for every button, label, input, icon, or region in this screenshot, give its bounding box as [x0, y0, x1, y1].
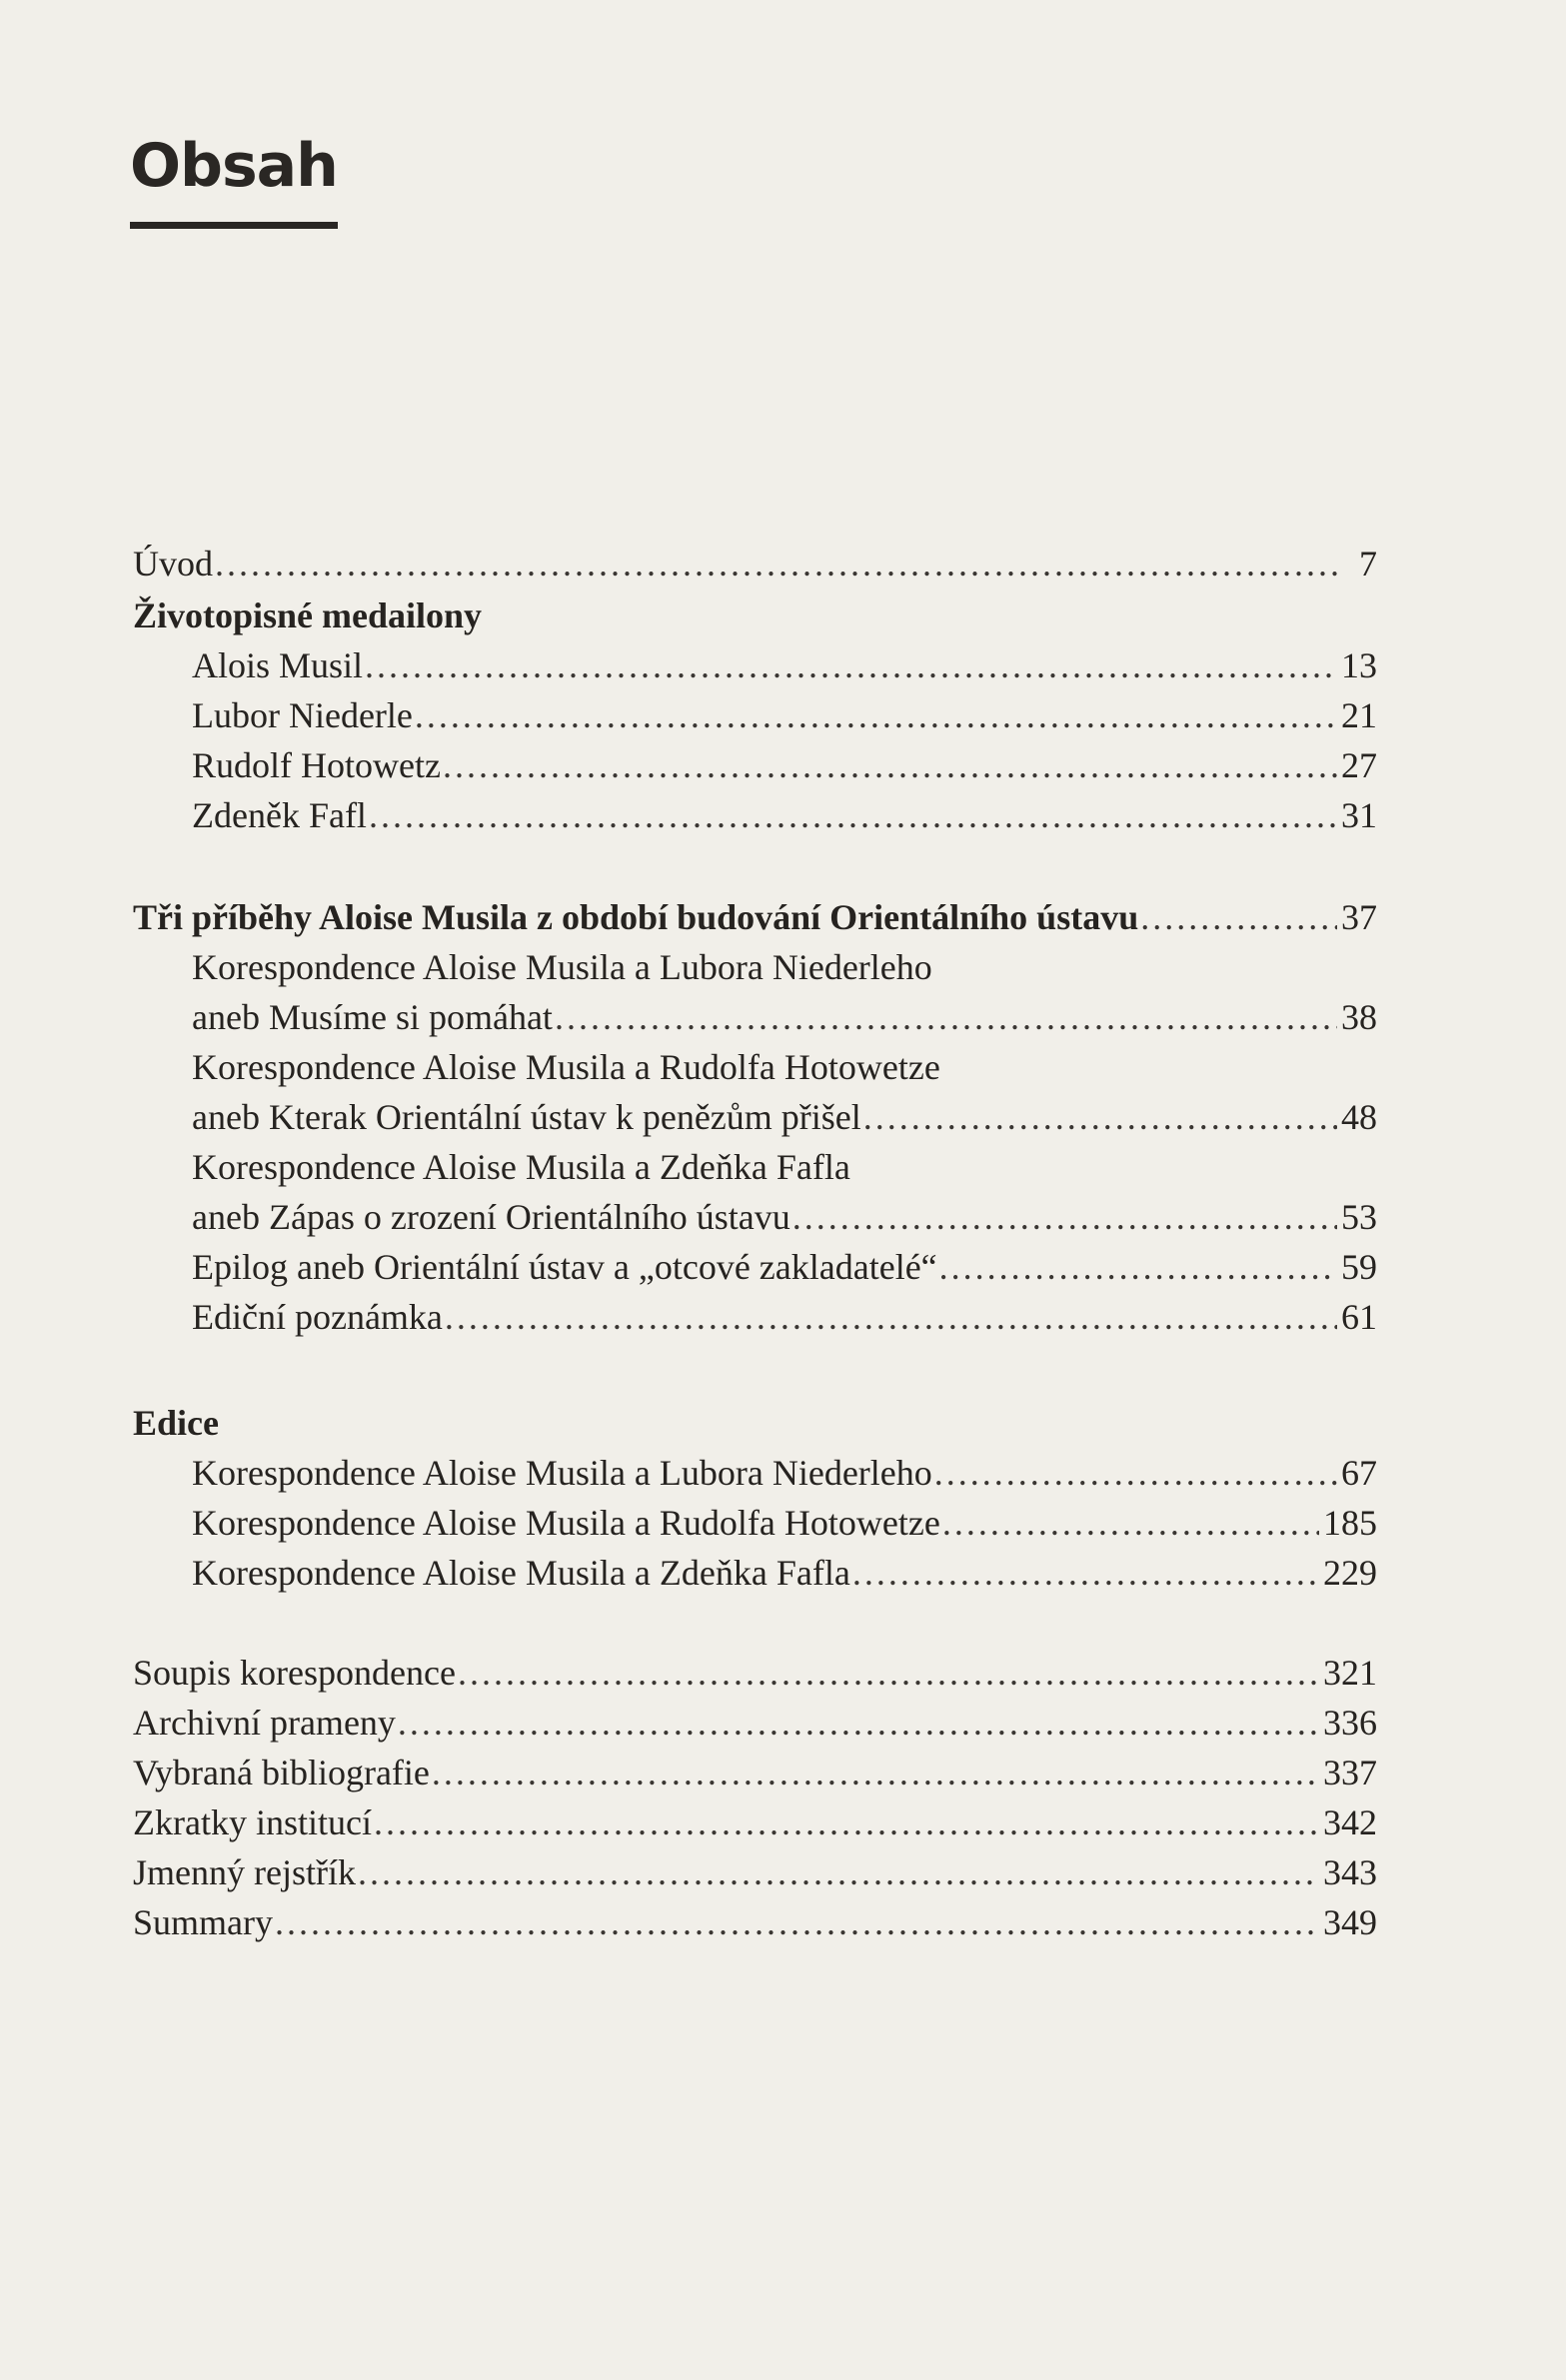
toc-entry-text: Soupis korespondence: [133, 1653, 456, 1693]
toc-entry-niederle: [192, 697, 1377, 733]
leader-dots: [443, 747, 1337, 783]
toc-page-number: 21: [1341, 695, 1377, 735]
toc-entry-text: Archivní prameny: [133, 1703, 396, 1743]
toc-page-number: 31: [1341, 795, 1377, 835]
toc-entry-text: Korespondence Aloise Musila a Rudolfa Hotowetze: [192, 1503, 940, 1543]
leader-dots: [398, 1705, 1319, 1741]
leader-dots: [863, 1099, 1337, 1135]
leader-dots: [458, 1655, 1319, 1691]
toc-entry-fafl: [192, 797, 1377, 833]
toc-page-number: 38: [1341, 997, 1377, 1037]
page-title: Obsah: [130, 131, 338, 201]
toc-page-number: 7: [1359, 544, 1377, 584]
toc-entry-kor-fafl: [192, 1199, 1377, 1235]
toc-page-number: 48: [1341, 1097, 1377, 1137]
toc-entry-archivni: [133, 1705, 1377, 1741]
toc-entry-text: Korespondence Aloise Musila a Lubora Niederleho: [192, 1453, 932, 1493]
leader-dots: [792, 1199, 1337, 1235]
toc-page-number: 61: [1341, 1297, 1377, 1337]
toc-entry-text: Summary: [133, 1902, 273, 1942]
leader-dots: [1140, 899, 1337, 935]
toc-entry-text: Jmenný rejstřík: [133, 1852, 356, 1892]
toc-page-number: 343: [1323, 1852, 1377, 1892]
toc-entry-text: aneb Zápas o zrození Orientálního ústavu: [192, 1197, 790, 1237]
leader-dots: [445, 1299, 1337, 1335]
toc-page-number: 13: [1341, 645, 1377, 685]
toc-page-number: 67: [1341, 1453, 1377, 1493]
leader-dots: [369, 797, 1337, 833]
toc-entry-kor-hotowetz: [192, 1099, 1377, 1135]
toc-page-number: 53: [1341, 1197, 1377, 1237]
toc-entry-text: aneb Kterak Orientální ústav k penězům přišel: [192, 1097, 861, 1137]
leader-dots: [358, 1854, 1319, 1890]
toc-entry-hotowetz: [192, 747, 1377, 783]
toc-entry-text: aneb Musíme si pomáhat: [192, 997, 553, 1037]
toc-entry-kor-fafl-line1: Korespondence Aloise Musila a Zdeňka Fafla: [192, 1147, 850, 1187]
toc-entry-soupis: [133, 1655, 1377, 1691]
toc-page-number: 342: [1323, 1802, 1377, 1842]
toc-page-number: 59: [1341, 1247, 1377, 1287]
toc-entry-musil: [192, 647, 1377, 683]
toc-entry-rejstrik: [133, 1854, 1377, 1890]
toc-page-number: 185: [1323, 1503, 1377, 1543]
leader-dots: [432, 1755, 1319, 1790]
toc-page-number: 336: [1323, 1703, 1377, 1743]
toc-entry-edice-hotowetz: [192, 1505, 1377, 1541]
leader-dots: [275, 1904, 1319, 1940]
toc-entry-text: Lubor Niederle: [192, 695, 413, 735]
leader-dots: [215, 546, 1343, 582]
toc-entry-kor-niederle-line1: Korespondence Aloise Musila a Lubora Niederleho: [192, 947, 932, 987]
toc-entry-text: Rudolf Hotowetz: [192, 745, 441, 785]
toc-page-number: 337: [1323, 1753, 1377, 1792]
leader-dots: [415, 697, 1337, 733]
toc-entry-edicni: [192, 1299, 1377, 1335]
toc-page-number: 229: [1323, 1553, 1377, 1593]
toc-entry-text: Vybraná bibliografie: [133, 1753, 430, 1792]
toc-section-heading-medailony: Životopisné medailony: [133, 595, 483, 635]
leader-dots: [934, 1455, 1337, 1491]
toc-page-number: 27: [1341, 745, 1377, 785]
toc-entry-zkratky: [133, 1804, 1377, 1840]
toc-entry-edice-fafl: [192, 1555, 1377, 1591]
toc-section-heading-edice: Edice: [133, 1403, 219, 1443]
toc-entry-text: Alois Musil: [192, 645, 364, 685]
leader-dots: [852, 1555, 1319, 1591]
leader-dots: [374, 1804, 1319, 1840]
title-underline: [130, 222, 338, 229]
toc-entry-text: Zdeněk Fafl: [192, 795, 367, 835]
toc-page-number: 349: [1323, 1902, 1377, 1942]
toc-entry-edice-niederle: [192, 1455, 1377, 1491]
leader-dots: [365, 647, 1337, 683]
toc-entry-kor-niederle: [192, 999, 1377, 1035]
toc-entry-summary: [133, 1904, 1377, 1940]
toc-entry-epilog: [192, 1249, 1377, 1285]
leader-dots: [555, 999, 1337, 1035]
toc-entry-kor-hotowetz-line1: Korespondence Aloise Musila a Rudolfa Hotowetze: [192, 1047, 940, 1087]
leader-dots: [939, 1249, 1337, 1285]
toc-entry-text: Zkratky institucí: [133, 1802, 372, 1842]
leader-dots: [942, 1505, 1319, 1541]
toc-entry-text: Ediční poznámka: [192, 1297, 443, 1337]
toc-entry-text: Tři příběhy Aloise Musila z období budování Orientálního ústavu: [133, 897, 1139, 937]
toc-page-number: 37: [1341, 897, 1377, 937]
toc-entry-text: Úvod: [133, 544, 213, 584]
toc-entry-text: Korespondence Aloise Musila a Zdeňka Fafla: [192, 1553, 850, 1593]
toc-entry-tri-pribehy: [133, 899, 1377, 935]
toc-page-number: 321: [1323, 1653, 1377, 1693]
toc-entry-uvod: [133, 546, 1377, 582]
toc-entry-bibliografie: [133, 1755, 1377, 1790]
toc-entry-text: Epilog aneb Orientální ústav a „otcové zakladatelé“: [192, 1247, 937, 1287]
